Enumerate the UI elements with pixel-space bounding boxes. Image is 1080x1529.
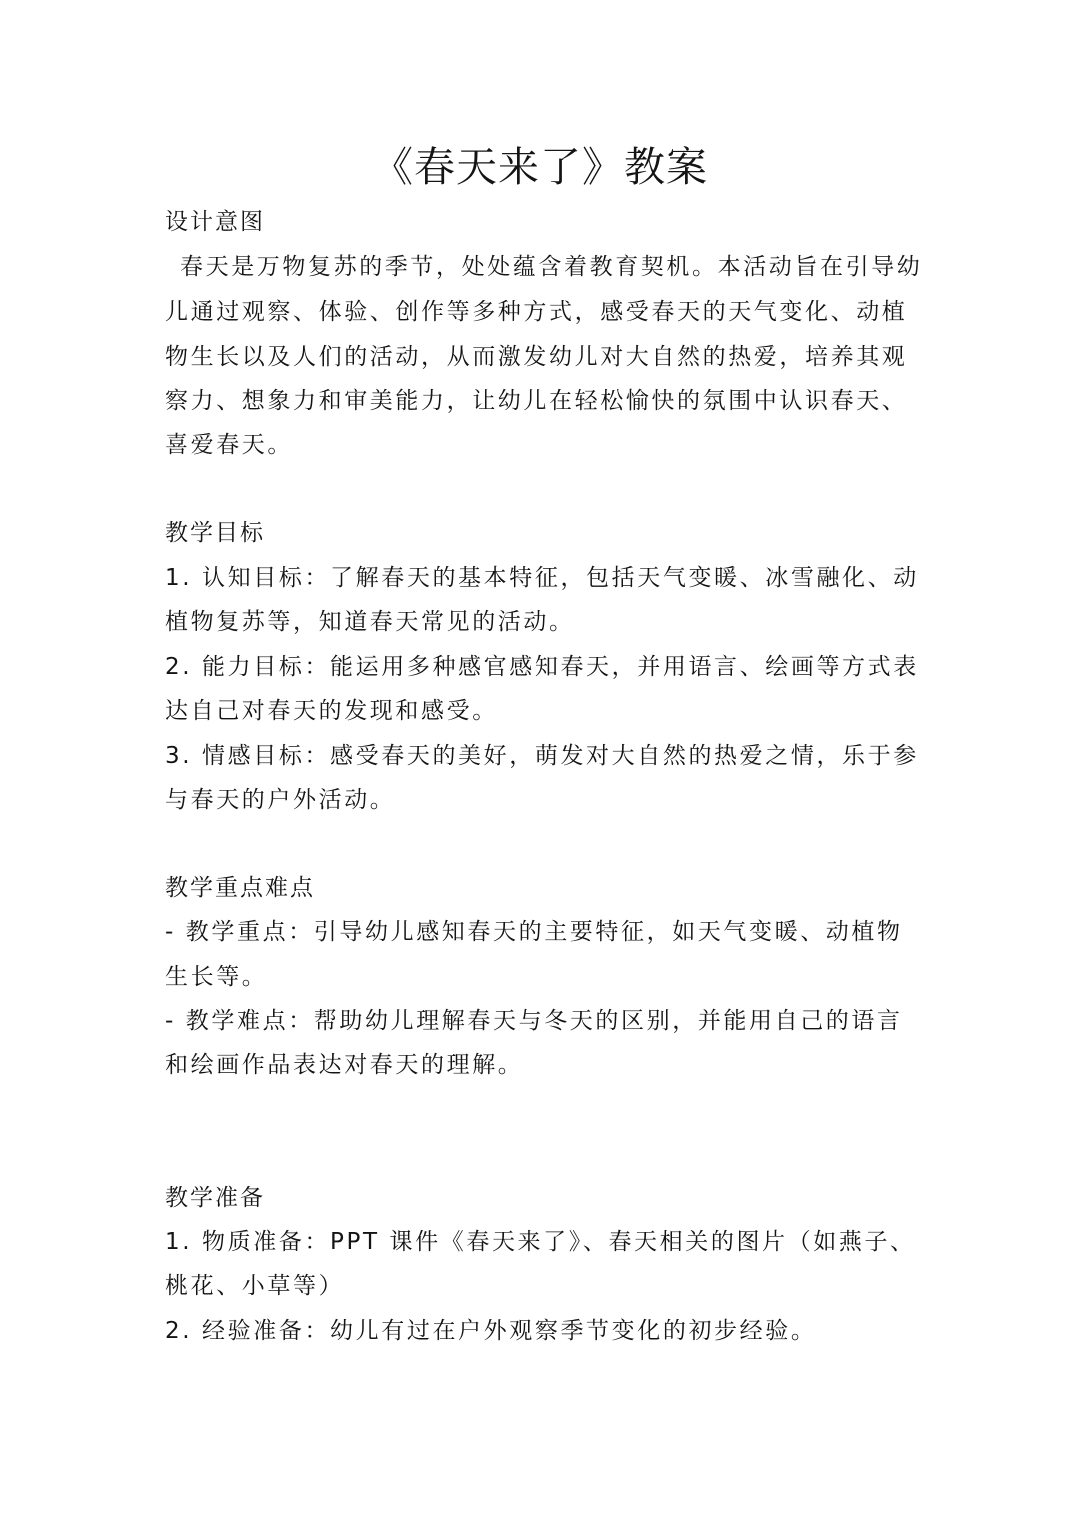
list-item-line: 1. 物质准备：PPT 课件《春天来了》、春天相关的图片（如燕子、: [165, 1229, 916, 1255]
list-item-line: 3. 情感目标：感受春天的美好，萌发对大自然的热爱之情，乐于参: [165, 743, 919, 769]
list-item-line: 2. 能力目标：能运用多种感官感知春天，并用语言、绘画等方式表: [165, 654, 919, 680]
section-heading-design-intent: 设计意图: [165, 209, 265, 235]
paragraph-line: 察力、想象力和审美能力，让幼儿在轻松愉快的氛围中认识春天、: [165, 388, 908, 414]
list-item-line: 桃花、小草等）: [165, 1273, 345, 1299]
section-heading-teaching-goals: 教学目标: [165, 520, 265, 546]
paragraph-line: 春天是万物复苏的季节，处处蕴含着教育契机。本活动旨在引导幼: [180, 254, 923, 280]
section-heading-preparation: 教学准备: [165, 1185, 265, 1211]
section-heading-key-points: 教学重点难点: [165, 875, 315, 901]
list-item-line: - 教学难点：帮助幼儿理解春天与冬天的区别，并能用自己的语言: [165, 1008, 903, 1034]
paragraph-line: 儿通过观察、体验、创作等多种方式，感受春天的天气变化、动植: [165, 299, 908, 325]
list-item-line: 与春天的户外活动。: [165, 787, 396, 813]
list-item-line: 1. 认知目标：了解春天的基本特征，包括天气变暖、冰雪融化、动: [165, 565, 919, 591]
list-item-line: 生长等。: [165, 964, 268, 990]
paragraph-line: 喜爱春天。: [165, 432, 293, 458]
list-item-line: 植物复苏等，知道春天常见的活动。: [165, 609, 575, 635]
document-title: 《春天来了》教案: [372, 143, 708, 191]
list-item-line: 2. 经验准备：幼儿有过在户外观察季节变化的初步经验。: [165, 1318, 817, 1344]
list-item-line: 达自己对春天的发现和感受。: [165, 698, 498, 724]
list-item-line: 和绘画作品表达对春天的理解。: [165, 1052, 524, 1078]
list-item-line: - 教学重点：引导幼儿感知春天的主要特征，如天气变暖、动植物: [165, 919, 903, 945]
paragraph-line: 物生长以及人们的活动，从而激发幼儿对大自然的热爱，培养其观: [165, 344, 908, 370]
